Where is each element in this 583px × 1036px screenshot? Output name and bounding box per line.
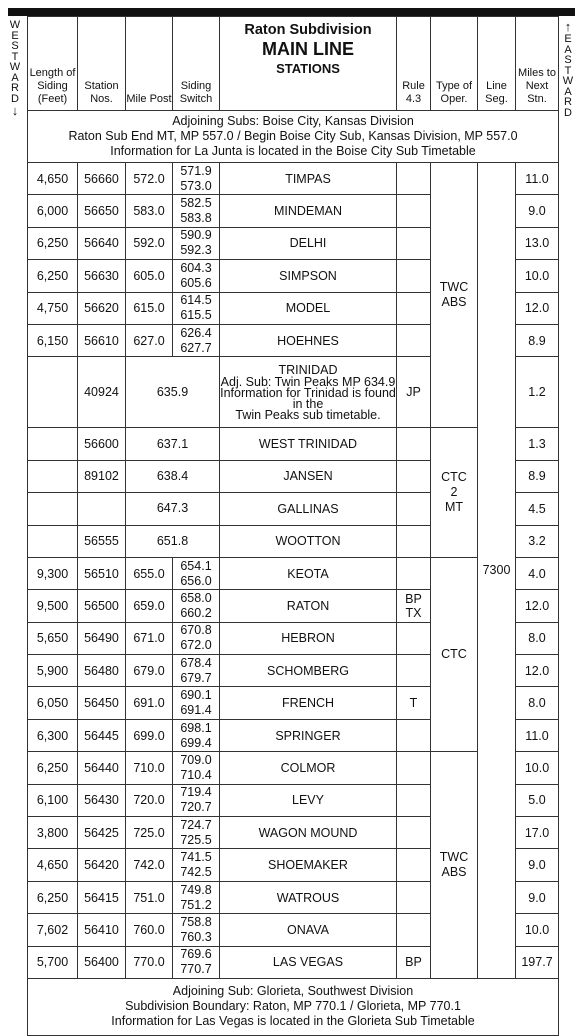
switch-west-mp: 670.8 <box>180 623 212 638</box>
mile-post-cell: 615.0 <box>126 292 173 324</box>
miles-to-next-cell: 10.0 <box>516 260 559 292</box>
col-mile-post-header: Mile Post <box>126 17 173 111</box>
bottom-note-row <box>28 978 559 1035</box>
rule-cell <box>397 849 431 881</box>
siding-length-cell: 6,150 <box>28 324 78 356</box>
station-number-cell: 56555 <box>78 525 126 557</box>
station-number-cell: 56480 <box>78 655 126 687</box>
station-number-cell: 56450 <box>78 687 126 719</box>
siding-length-cell: 6,250 <box>28 881 78 913</box>
miles-to-next-cell: 8.0 <box>516 622 559 654</box>
main-line-stations-table <box>27 16 559 1036</box>
siding-length-cell: 6,300 <box>28 719 78 751</box>
top-note-row <box>28 111 559 163</box>
westward-letter: W <box>9 19 21 31</box>
switch-west-mp: 758.8 <box>180 914 212 929</box>
siding-length-cell: 9,300 <box>28 557 78 589</box>
switch-east-mp: 592.3 <box>180 243 212 258</box>
switch-east-mp: 627.7 <box>180 340 212 355</box>
siding-switch-cell <box>173 260 220 292</box>
mile-post-cell: 592.0 <box>126 227 173 259</box>
rule-cell <box>397 914 431 946</box>
siding-switch-cell <box>173 163 220 195</box>
switch-east-mp: 656.0 <box>180 573 212 588</box>
switch-east-mp: 751.2 <box>180 897 212 912</box>
switch-east-mp: 583.8 <box>180 211 212 226</box>
rule-cell <box>397 324 431 356</box>
westward-letter: E <box>11 29 19 42</box>
type-of-operation-cell: TWC ABS <box>431 752 478 979</box>
station-name-cell: ONAVA <box>220 914 397 946</box>
rule-cell: BP TX <box>397 590 431 622</box>
mile-post-cell: 770.0 <box>126 946 173 978</box>
switch-east-mp: 605.6 <box>180 275 212 290</box>
col-stations-header <box>220 17 397 111</box>
station-name-cell: RATON <box>220 590 397 622</box>
siding-switch-cell <box>173 227 220 259</box>
top-note-line: Information for La Junta is located in the Boise City Sub Timetable <box>110 144 476 158</box>
station-note-line: Adj. Sub: Twin Peaks MP 634.9 <box>220 375 396 390</box>
miles-to-next-cell: 8.9 <box>516 460 559 492</box>
station-number-cell <box>78 493 126 525</box>
westward-letter: S <box>11 40 19 52</box>
rule-cell <box>397 260 431 292</box>
westward-letter: A <box>11 71 19 84</box>
col-type-oper-header: Type of Oper. <box>431 17 478 111</box>
rule-cell <box>397 622 431 654</box>
switch-east-mp: 573.0 <box>180 178 212 193</box>
col-line-seg-header: Line Seg. <box>478 17 516 111</box>
station-number-cell: 56510 <box>78 557 126 589</box>
switch-west-mp: 724.7 <box>180 817 212 832</box>
siding-length-cell: 4,750 <box>28 292 78 324</box>
mile-post-cell: 627.0 <box>126 324 173 356</box>
station-note-line: Twin Peaks sub timetable. <box>235 408 381 423</box>
siding-switch-cell <box>173 557 220 589</box>
switch-west-mp: 590.9 <box>180 228 212 243</box>
rule-cell <box>397 460 431 492</box>
rule-cell <box>397 227 431 259</box>
miles-to-next-cell: 12.0 <box>516 655 559 687</box>
miles-to-next-cell: 9.0 <box>516 881 559 913</box>
siding-switch-cell <box>173 622 220 654</box>
switch-west-mp: 769.6 <box>180 947 212 962</box>
switch-west-mp: 678.4 <box>180 655 212 670</box>
switch-east-mp: 710.4 <box>180 767 212 782</box>
stations-body <box>28 163 559 979</box>
switch-west-mp: 709.0 <box>180 752 212 767</box>
siding-switch-cell <box>173 881 220 913</box>
station-number-cell: 56500 <box>78 590 126 622</box>
mile-post-cell: 710.0 <box>126 752 173 784</box>
mile-post-cell: 637.1 <box>126 428 220 460</box>
top-rule-bar <box>8 8 575 16</box>
switch-west-mp: 654.1 <box>180 558 212 573</box>
siding-switch-cell <box>173 849 220 881</box>
siding-switch-cell <box>173 784 220 816</box>
station-number-cell: 56420 <box>78 849 126 881</box>
stations-title: STATIONS <box>276 61 340 76</box>
bottom-note-line: Information for Las Vegas is located in the Glorieta Sub Timetable <box>111 1014 475 1029</box>
station-number-cell: 56415 <box>78 881 126 913</box>
bottom-note-line: Adjoining Sub: Glorieta, Southwest Division <box>172 984 414 999</box>
miles-to-next-cell: 8.9 <box>516 324 559 356</box>
siding-length-cell: 7,602 <box>28 914 78 946</box>
mile-post-cell: 742.0 <box>126 849 173 881</box>
eastward-letter: R <box>564 96 572 108</box>
rule-cell <box>397 784 431 816</box>
switch-west-mp: 571.9 <box>180 163 212 178</box>
eastward-letter: E <box>564 33 572 45</box>
miles-to-next-cell: 12.0 <box>516 292 559 324</box>
miles-to-next-cell: 9.0 <box>516 849 559 881</box>
siding-switch-cell <box>173 719 220 751</box>
switch-west-mp: 604.3 <box>180 260 212 275</box>
rule-cell <box>397 557 431 589</box>
eastward-letter: D <box>564 106 572 119</box>
station-name-cell: SPRINGER <box>220 719 397 751</box>
switch-west-mp: 582.5 <box>180 196 212 211</box>
siding-switch-cell <box>173 687 220 719</box>
siding-length-cell <box>28 493 78 525</box>
station-name-cell: WAGON MOUND <box>220 817 397 849</box>
switch-west-mp: 614.5 <box>180 293 212 308</box>
siding-switch-cell <box>173 946 220 978</box>
station-number-cell: 56600 <box>78 428 126 460</box>
rule-cell: JP <box>397 357 431 428</box>
siding-length-cell: 4,650 <box>28 163 78 195</box>
mile-post-cell: 751.0 <box>126 881 173 913</box>
switch-east-mp: 691.4 <box>180 703 212 718</box>
siding-switch-cell <box>173 914 220 946</box>
col-station-nos-header: Station Nos. <box>78 17 126 111</box>
station-name-cell: WEST TRINIDAD <box>220 428 397 460</box>
station-number-cell: 56410 <box>78 914 126 946</box>
station-number-cell: 56620 <box>78 292 126 324</box>
miles-to-next-cell: 5.0 <box>516 784 559 816</box>
eastward-letter: W <box>562 75 574 87</box>
mile-post-cell: 699.0 <box>126 719 173 751</box>
siding-length-cell: 6,100 <box>28 784 78 816</box>
eastward-letter: A <box>564 85 572 98</box>
mile-post-cell: 638.4 <box>126 460 220 492</box>
station-number-cell: 56430 <box>78 784 126 816</box>
station-name-cell: HEBRON <box>220 622 397 654</box>
rule-cell <box>397 195 431 227</box>
miles-to-next-cell: 12.0 <box>516 590 559 622</box>
rule-cell <box>397 163 431 195</box>
siding-switch-cell <box>173 324 220 356</box>
rule-cell: BP <box>397 946 431 978</box>
mile-post-cell: 605.0 <box>126 260 173 292</box>
siding-length-cell: 5,700 <box>28 946 78 978</box>
siding-length-cell <box>28 357 78 428</box>
eastward-letter: T <box>564 64 572 77</box>
mile-post-cell: 760.0 <box>126 914 173 946</box>
mile-post-cell: 671.0 <box>126 622 173 654</box>
bottom-note-line: Subdivision Boundary: Raton, MP 770.1 / Glorieta, MP 770.1 <box>125 999 461 1014</box>
line-segment-cell: 7300 <box>478 163 516 979</box>
siding-switch-cell <box>173 752 220 784</box>
siding-length-cell: 5,650 <box>28 622 78 654</box>
station-number-cell: 56630 <box>78 260 126 292</box>
westward-letter: D <box>11 92 19 105</box>
switch-west-mp: 658.0 <box>180 590 212 605</box>
switch-west-mp: 719.4 <box>180 785 212 800</box>
top-note-line: Raton Sub End MT, MP 557.0 / Begin Boise City Sub, Kansas Division, MP 557.0 <box>68 129 518 143</box>
mile-post-cell: 651.8 <box>126 525 220 557</box>
col-length-header: Length of Siding (Feet) <box>28 17 78 111</box>
siding-length-cell: 6,250 <box>28 752 78 784</box>
rule-cell <box>397 525 431 557</box>
miles-to-next-cell: 1.2 <box>516 357 559 428</box>
mile-post-cell: 647.3 <box>126 493 220 525</box>
mile-post-cell: 635.9 <box>126 357 220 428</box>
station-number-cell: 56490 <box>78 622 126 654</box>
rule-cell <box>397 428 431 460</box>
siding-length-cell: 3,800 <box>28 817 78 849</box>
switch-east-mp: 770.7 <box>180 962 212 977</box>
station-note-line: Information for Trinidad is found <box>220 386 396 401</box>
station-number-cell: 56610 <box>78 324 126 356</box>
rule-cell <box>397 292 431 324</box>
station-number-cell: 89102 <box>78 460 126 492</box>
switch-east-mp: 672.0 <box>180 638 212 653</box>
station-number-cell: 56440 <box>78 752 126 784</box>
station-name-cell: WOOTTON <box>220 525 397 557</box>
rule-cell <box>397 881 431 913</box>
switch-west-mp: 698.1 <box>180 720 212 735</box>
mile-post-cell: 679.0 <box>126 655 173 687</box>
westward-letter: T <box>11 50 19 63</box>
siding-length-cell: 4,650 <box>28 849 78 881</box>
miles-to-next-cell: 9.0 <box>516 195 559 227</box>
miles-to-next-cell: 3.2 <box>516 525 559 557</box>
switch-east-mp: 679.7 <box>180 670 212 685</box>
station-name-cell: KEOTA <box>220 557 397 589</box>
subdivision-title: Raton Subdivision <box>244 22 372 38</box>
mile-post-cell: 655.0 <box>126 557 173 589</box>
station-number-cell: 56400 <box>78 946 126 978</box>
station-name-cell <box>220 357 397 428</box>
miles-to-next-cell: 10.0 <box>516 752 559 784</box>
siding-length-cell <box>28 460 78 492</box>
miles-to-next-cell: 11.0 <box>516 719 559 751</box>
siding-length-cell <box>28 525 78 557</box>
header-row <box>28 17 559 111</box>
miles-to-next-cell: 10.0 <box>516 914 559 946</box>
type-of-operation-cell: CTC <box>431 557 478 751</box>
station-name-cell: DELHI <box>220 227 397 259</box>
siding-length-cell: 6,250 <box>28 260 78 292</box>
station-name-cell: SHOEMAKER <box>220 849 397 881</box>
mile-post-cell: 725.0 <box>126 817 173 849</box>
station-row <box>28 163 559 195</box>
station-name-cell: SCHOMBERG <box>220 655 397 687</box>
rule-cell <box>397 719 431 751</box>
switch-west-mp: 741.5 <box>180 850 212 865</box>
miles-to-next-cell: 4.0 <box>516 557 559 589</box>
col-rule-header: Rule 4.3 <box>397 17 431 111</box>
station-number-cell: 56640 <box>78 227 126 259</box>
westward-letter: R <box>11 82 19 94</box>
switch-west-mp: 749.8 <box>180 882 212 897</box>
siding-length-cell <box>28 428 78 460</box>
eastward-letter: S <box>564 54 572 66</box>
siding-switch-cell <box>173 655 220 687</box>
mile-post-cell: 572.0 <box>126 163 173 195</box>
station-name-cell: HOEHNES <box>220 324 397 356</box>
eastward-label <box>559 20 577 118</box>
rule-cell: T <box>397 687 431 719</box>
rule-cell <box>397 817 431 849</box>
mile-post-cell: 659.0 <box>126 590 173 622</box>
miles-to-next-cell: 17.0 <box>516 817 559 849</box>
miles-to-next-cell: 8.0 <box>516 687 559 719</box>
station-name-cell: WATROUS <box>220 881 397 913</box>
station-name-cell: SIMPSON <box>220 260 397 292</box>
station-name-cell: GALLINAS <box>220 493 397 525</box>
rule-cell <box>397 655 431 687</box>
col-siding-switch-header: Siding Switch <box>173 17 220 111</box>
westward-letter: W <box>9 61 21 73</box>
switch-east-mp: 725.5 <box>180 832 212 847</box>
type-of-operation-cell: CTC 2 MT <box>431 428 478 558</box>
station-name-cell: FRENCH <box>220 687 397 719</box>
switch-east-mp: 742.5 <box>180 865 212 880</box>
station-number-cell: 56425 <box>78 817 126 849</box>
station-name-cell: TIMPAS <box>220 163 397 195</box>
miles-to-next-cell: 4.5 <box>516 493 559 525</box>
top-note-cell <box>28 111 559 163</box>
up-arrow-icon: ↑ <box>564 19 572 34</box>
eastward-letter: A <box>564 43 572 56</box>
miles-to-next-cell: 1.3 <box>516 428 559 460</box>
switch-west-mp: 690.1 <box>180 688 212 703</box>
station-name-cell: LEVY <box>220 784 397 816</box>
rule-cell <box>397 493 431 525</box>
bottom-note-cell <box>28 978 559 1035</box>
station-number-cell: 56660 <box>78 163 126 195</box>
switch-west-mp: 626.4 <box>180 325 212 340</box>
station-note-line: in the <box>292 397 324 412</box>
siding-length-cell: 6,050 <box>28 687 78 719</box>
station-name-cell: MINDEMAN <box>220 195 397 227</box>
siding-length-cell: 6,000 <box>28 195 78 227</box>
down-arrow-icon: ↓ <box>11 103 19 118</box>
westward-label <box>6 20 24 118</box>
switch-east-mp: 660.2 <box>180 605 212 620</box>
station-name-cell: JANSEN <box>220 460 397 492</box>
station-name-cell: COLMOR <box>220 752 397 784</box>
siding-switch-cell <box>173 292 220 324</box>
mile-post-cell: 691.0 <box>126 687 173 719</box>
siding-length-cell: 6,250 <box>28 227 78 259</box>
main-line-title: MAIN LINE <box>262 39 354 59</box>
station-name-cell: MODEL <box>220 292 397 324</box>
top-note-line: Adjoining Subs: Boise City, Kansas Division <box>172 114 414 128</box>
siding-switch-cell <box>173 817 220 849</box>
siding-length-cell: 5,900 <box>28 655 78 687</box>
siding-switch-cell <box>173 195 220 227</box>
col-miles-next-header: Miles to Next Stn. <box>516 17 559 111</box>
miles-to-next-cell: 197.7 <box>516 946 559 978</box>
siding-switch-cell <box>173 590 220 622</box>
station-number-cell: 40924 <box>78 357 126 428</box>
siding-length-cell: 9,500 <box>28 590 78 622</box>
type-of-operation-cell: TWC ABS <box>431 163 478 428</box>
switch-east-mp: 760.3 <box>180 929 212 944</box>
switch-east-mp: 615.5 <box>180 308 212 323</box>
station-number-cell: 56445 <box>78 719 126 751</box>
rule-cell <box>397 752 431 784</box>
switch-east-mp: 699.4 <box>180 735 212 750</box>
miles-to-next-cell: 13.0 <box>516 227 559 259</box>
miles-to-next-cell: 11.0 <box>516 163 559 195</box>
station-name: TRINIDAD <box>278 363 338 378</box>
station-name-cell: LAS VEGAS <box>220 946 397 978</box>
mile-post-cell: 583.0 <box>126 195 173 227</box>
mile-post-cell: 720.0 <box>126 784 173 816</box>
switch-east-mp: 720.7 <box>180 800 212 815</box>
station-number-cell: 56650 <box>78 195 126 227</box>
